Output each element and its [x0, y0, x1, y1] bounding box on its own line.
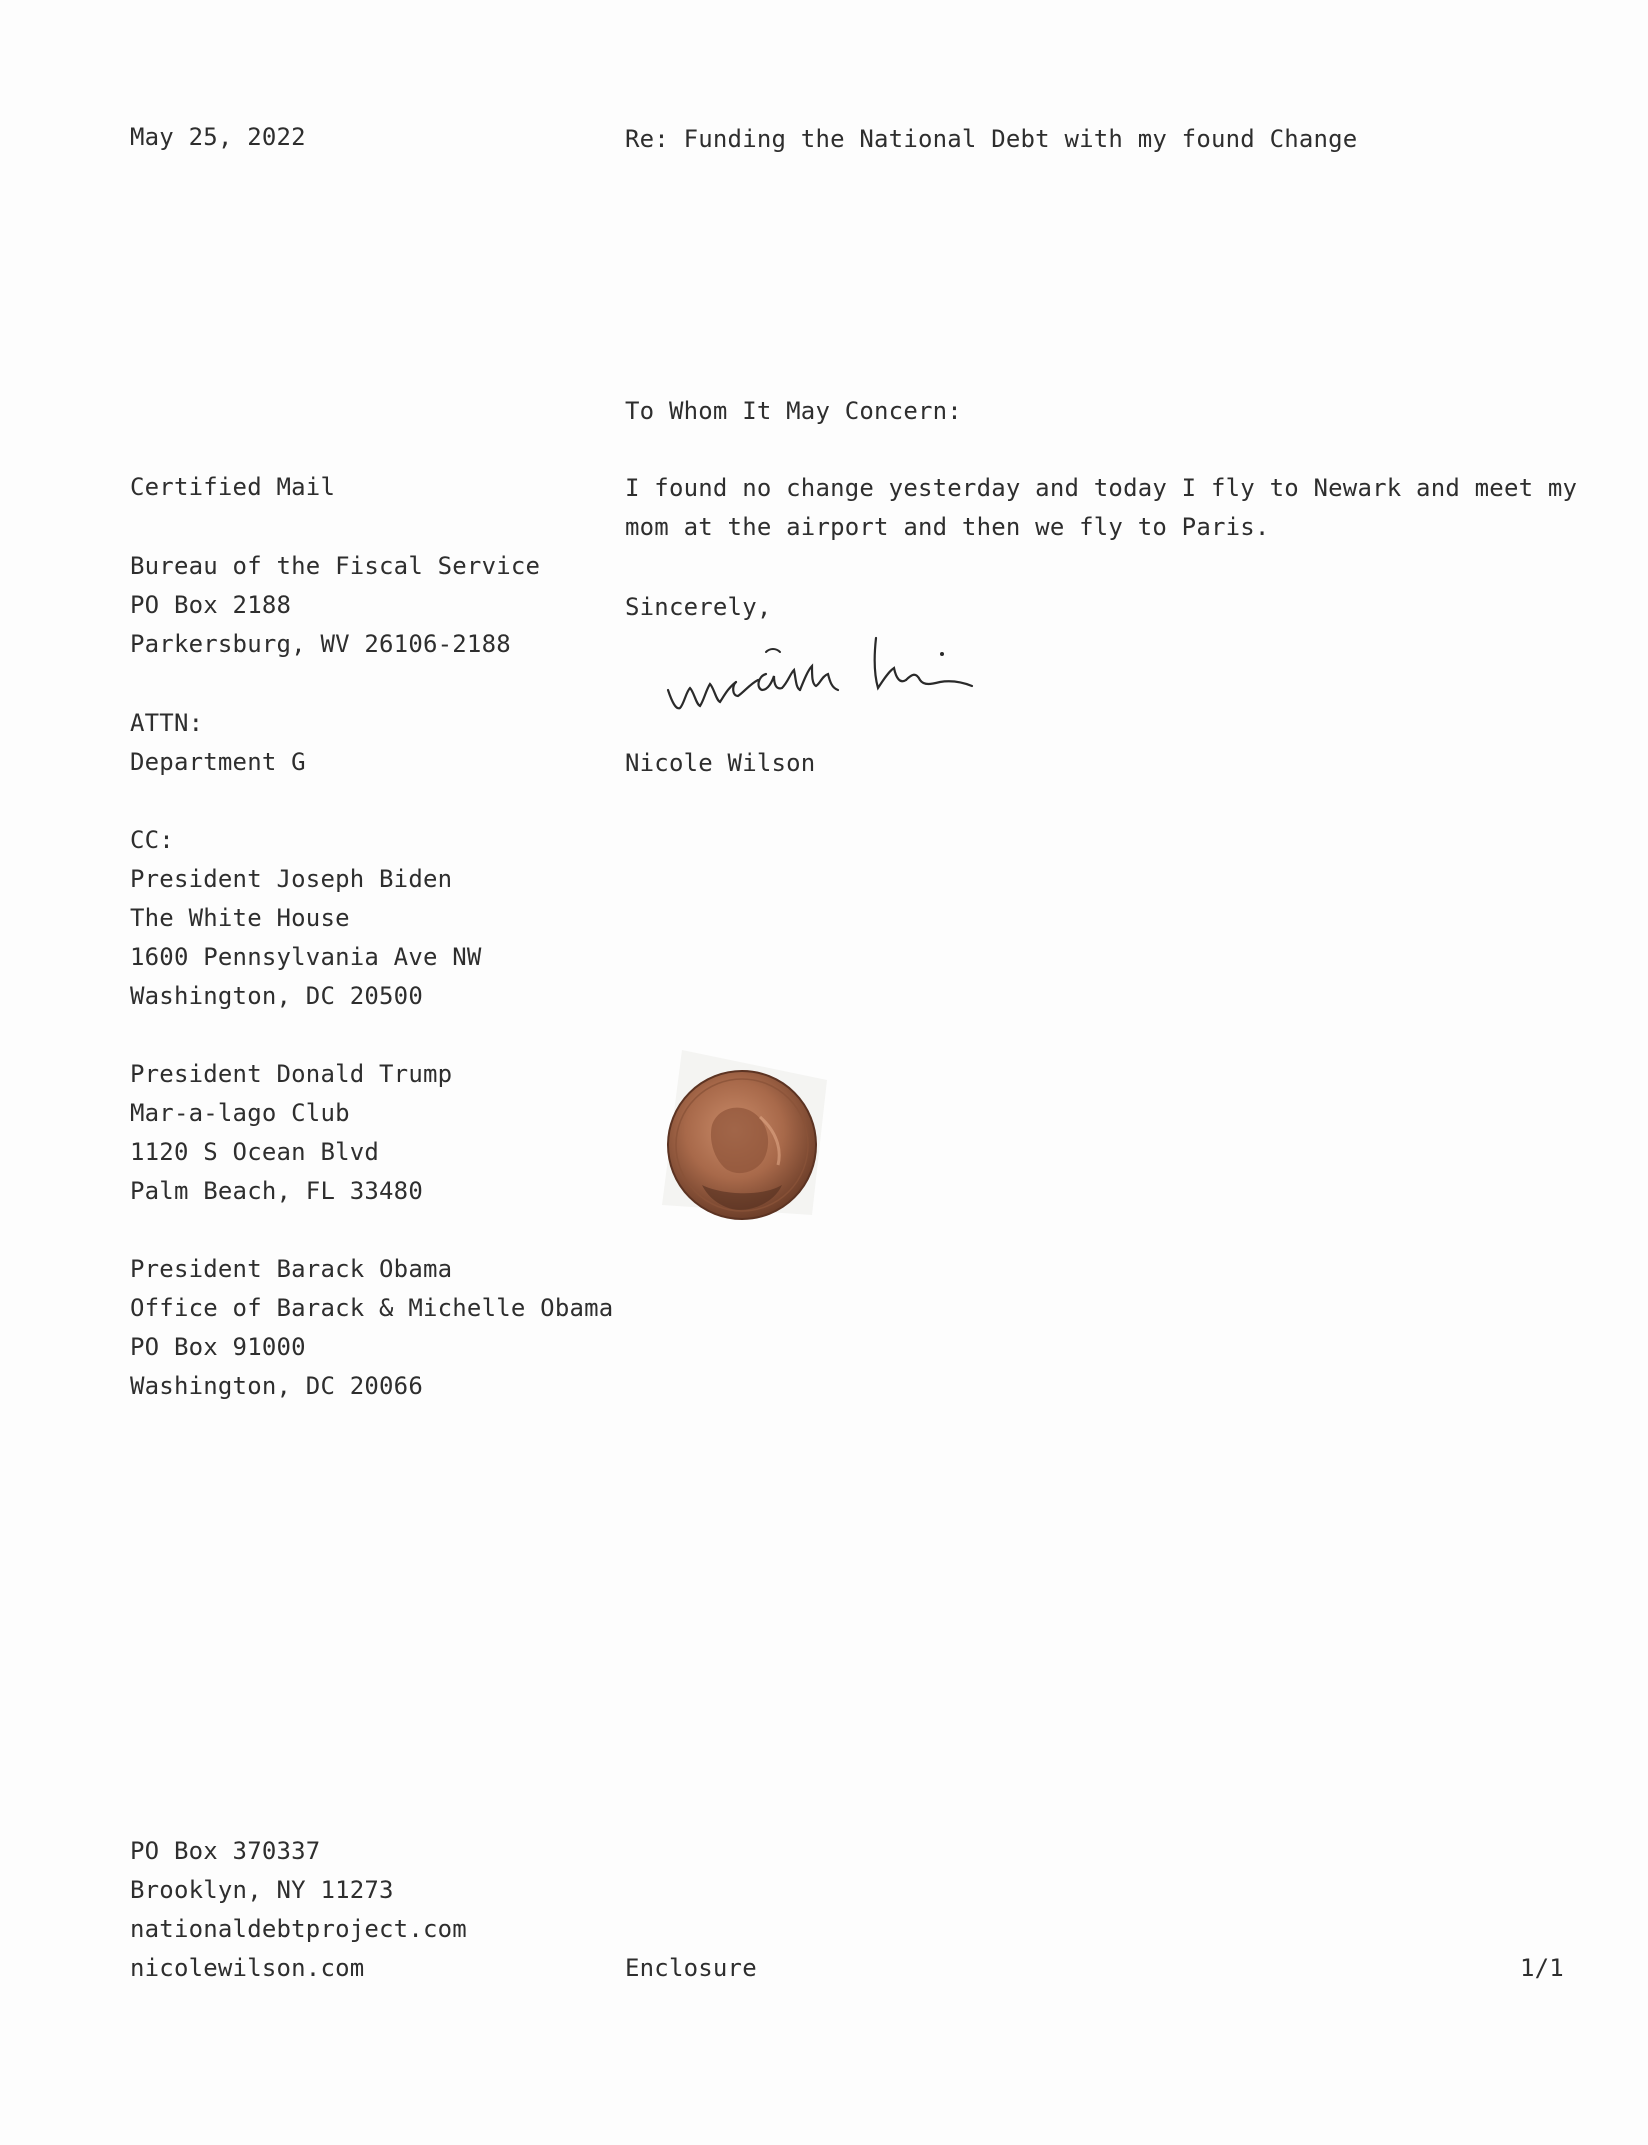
cc-line: 1600 Pennsylvania Ave NW	[130, 943, 482, 971]
cc-line: President Joseph Biden	[130, 865, 453, 893]
cc-line: 1120 S Ocean Blvd	[130, 1138, 380, 1166]
cc-line: Mar-a-lago Club	[130, 1099, 350, 1127]
sender-line: PO Box 370337	[130, 1837, 321, 1865]
cc-line: Office of Barack & Michelle Obama	[130, 1294, 614, 1322]
cc-line: President Barack Obama	[130, 1255, 453, 1283]
recipient-line: Parkersburg, WV 26106-2188	[130, 630, 511, 658]
cc-line: PO Box 91000	[130, 1333, 306, 1361]
cc-address-1	[130, 860, 482, 1016]
attention-department: Department G	[130, 748, 306, 776]
cc-line: Washington, DC 20500	[130, 982, 423, 1010]
cc-line: The White House	[130, 904, 350, 932]
cc-line: Washington, DC 20066	[130, 1372, 423, 1400]
enclosure-label: Enclosure	[625, 1954, 757, 1982]
attention-block	[130, 704, 306, 782]
cc-label: CC:	[130, 826, 174, 854]
mailing-method: Certified Mail	[130, 473, 336, 501]
attention-label: ATTN:	[130, 709, 204, 737]
page-number: 1/1	[1520, 1954, 1564, 1982]
cc-address-3	[130, 1250, 613, 1406]
letter-body	[625, 469, 1577, 547]
sender-line: Brooklyn, NY 11273	[130, 1876, 394, 1904]
letter-date: May 25, 2022	[130, 123, 306, 151]
recipient-line: Bureau of the Fiscal Service	[130, 552, 541, 580]
recipient-line: PO Box 2188	[130, 591, 292, 619]
penny-coin-image	[642, 1045, 832, 1235]
cc-line: President Donald Trump	[130, 1060, 453, 1088]
salutation: To Whom It May Concern:	[625, 397, 962, 425]
sender-address	[130, 1832, 467, 1988]
handwritten-signature	[662, 630, 982, 730]
body-line: I found no change yesterday and today I fly to Newark and meet my	[625, 474, 1578, 502]
cc-address-2	[130, 1055, 452, 1211]
signer-name: Nicole Wilson	[625, 749, 816, 777]
cc-line: Palm Beach, FL 33480	[130, 1177, 423, 1205]
sender-website: nationaldebtproject.com	[130, 1915, 467, 1943]
letter-subject: Re: Funding the National Debt with my found Change	[625, 125, 1358, 153]
recipient-address	[130, 547, 540, 664]
body-line: mom at the airport and then we fly to Paris.	[625, 513, 1270, 541]
sender-website: nicolewilson.com	[130, 1954, 365, 1982]
closing: Sincerely,	[625, 593, 772, 621]
